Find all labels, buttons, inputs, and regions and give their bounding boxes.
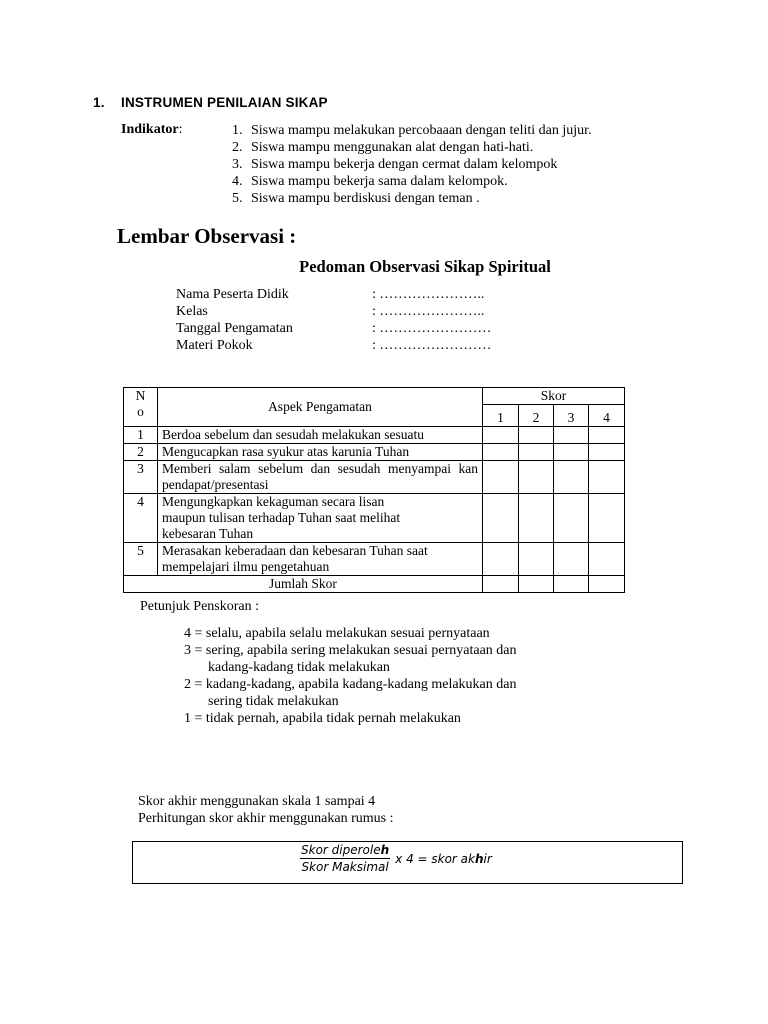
table-row [124, 494, 625, 543]
indikator-item: 3. Siswa mampu bekerja dengan cermat dalam kelompok [232, 157, 558, 172]
formula-denominator: Skor Maksimal [301, 860, 389, 874]
score-cell[interactable] [554, 543, 589, 576]
score-cell[interactable] [589, 444, 625, 461]
skor-col-4: 4 [589, 405, 625, 427]
score-cell[interactable] [519, 427, 554, 444]
formula-fraction [300, 843, 390, 874]
score-cell[interactable] [589, 461, 625, 494]
scoring-line: 4 = selalu, apabila selalu melakukan sesuai pernyataan [184, 626, 490, 641]
total-label: Jumlah Skor [124, 576, 483, 593]
formula-numerator: Skor diperoleh [301, 843, 390, 857]
scoring-line: sering tidak melakukan [208, 694, 339, 709]
skor-col-1: 1 [483, 405, 519, 427]
scoring-line: 2 = kadang-kadang, apabila kadang-kadang melakukan dan [184, 677, 517, 692]
section-title [93, 95, 328, 110]
scoring-line: 3 = sering, apabila sering melakukan sesuai pernyataan dan [184, 643, 517, 658]
total-score-cell[interactable] [554, 576, 589, 593]
no-header: N o [124, 388, 158, 427]
skor-col-3: 3 [554, 405, 589, 427]
skor-akhir-text [138, 793, 393, 827]
table-row [124, 461, 625, 494]
table-row [124, 427, 625, 444]
total-score-cell[interactable] [589, 576, 625, 593]
akhir-line: Skor akhir menggunakan skala 1 sampai 4 [138, 794, 376, 809]
score-cell[interactable] [554, 494, 589, 543]
pedoman-title: Pedoman Observasi Sikap Spiritual [299, 257, 551, 276]
score-cell[interactable] [519, 461, 554, 494]
score-cell[interactable] [483, 494, 519, 543]
score-cell[interactable] [519, 543, 554, 576]
indikator-colon: : [178, 122, 183, 137]
score-cell[interactable] [589, 427, 625, 444]
row-number: 3 [124, 461, 158, 494]
score-cell[interactable] [483, 543, 519, 576]
total-score-cell[interactable] [519, 576, 554, 593]
row-aspect: Mengucapkan rasa syukur atas karunia Tuhan [158, 444, 483, 461]
score-cell[interactable] [589, 543, 625, 576]
row-number: 4 [124, 494, 158, 543]
row-aspect: Mengungkapkan kekaguman secara lisan maupun tulisan terhadap Tuhan saat melihat kebesaran Tuhan [158, 494, 483, 543]
lembar-observasi-title: Lembar Observasi : [117, 224, 297, 248]
petunjuk-penskoran: Petunjuk Penskoran : [140, 599, 259, 614]
aspek-header: Aspek Pengamatan [158, 388, 483, 427]
row-aspect: Merasakan keberadaan dan kebesaran Tuhan saat mempelajari ilmu pengetahuan [158, 543, 483, 576]
score-cell[interactable] [554, 427, 589, 444]
score-cell[interactable] [554, 461, 589, 494]
score-cell[interactable] [589, 494, 625, 543]
total-score-cell[interactable] [483, 576, 519, 593]
scoring-line: kadang-kadang tidak melakukan [208, 660, 390, 675]
observation-table [123, 387, 625, 593]
score-cell[interactable] [483, 427, 519, 444]
akhir-line: Perhitungan skor akhir menggunakan rumus : [138, 811, 394, 826]
indikator-list [232, 122, 592, 207]
section-number: 1. [93, 95, 105, 110]
row-aspect: Berdoa sebelum dan sesudah melakukan sesuatu [158, 427, 483, 444]
score-cell[interactable] [519, 444, 554, 461]
score-cell[interactable] [519, 494, 554, 543]
score-formula [300, 843, 492, 874]
score-cell[interactable] [554, 444, 589, 461]
scoring-line: 1 = tidak pernah, apabila tidak pernah melakukan [184, 711, 461, 726]
indikator-item: 5. Siswa mampu berdiskusi dengan teman . [232, 191, 480, 206]
indikator-label-text: Indikator [121, 122, 179, 137]
skor-col-2: 2 [519, 405, 554, 427]
table-row [124, 444, 625, 461]
row-number: 2 [124, 444, 158, 461]
row-number: 1 [124, 427, 158, 444]
total-row [124, 576, 625, 593]
row-aspect: Memberi salam sebelum dan sesudah menyampai kan pendapat/presentasi [158, 461, 483, 494]
indikator-item: 4. Siswa mampu bekerja sama dalam kelompok. [232, 174, 508, 189]
score-cell[interactable] [483, 444, 519, 461]
skor-header: Skor [483, 388, 625, 405]
row-number: 5 [124, 543, 158, 576]
section-title-text: INSTRUMEN PENILAIAN SIKAP [121, 95, 328, 110]
score-cell[interactable] [483, 461, 519, 494]
scoring-guide [184, 625, 517, 727]
indikator-label [121, 122, 182, 138]
indikator-item: 2. Siswa mampu menggunakan alat dengan hati-hati. [232, 140, 534, 155]
formula-rest: x 4 = skor akhir [395, 851, 492, 866]
table-row [124, 543, 625, 576]
indikator-item: 1. Siswa mampu melakukan percobaaan dengan teliti dan jujur. [232, 123, 592, 138]
